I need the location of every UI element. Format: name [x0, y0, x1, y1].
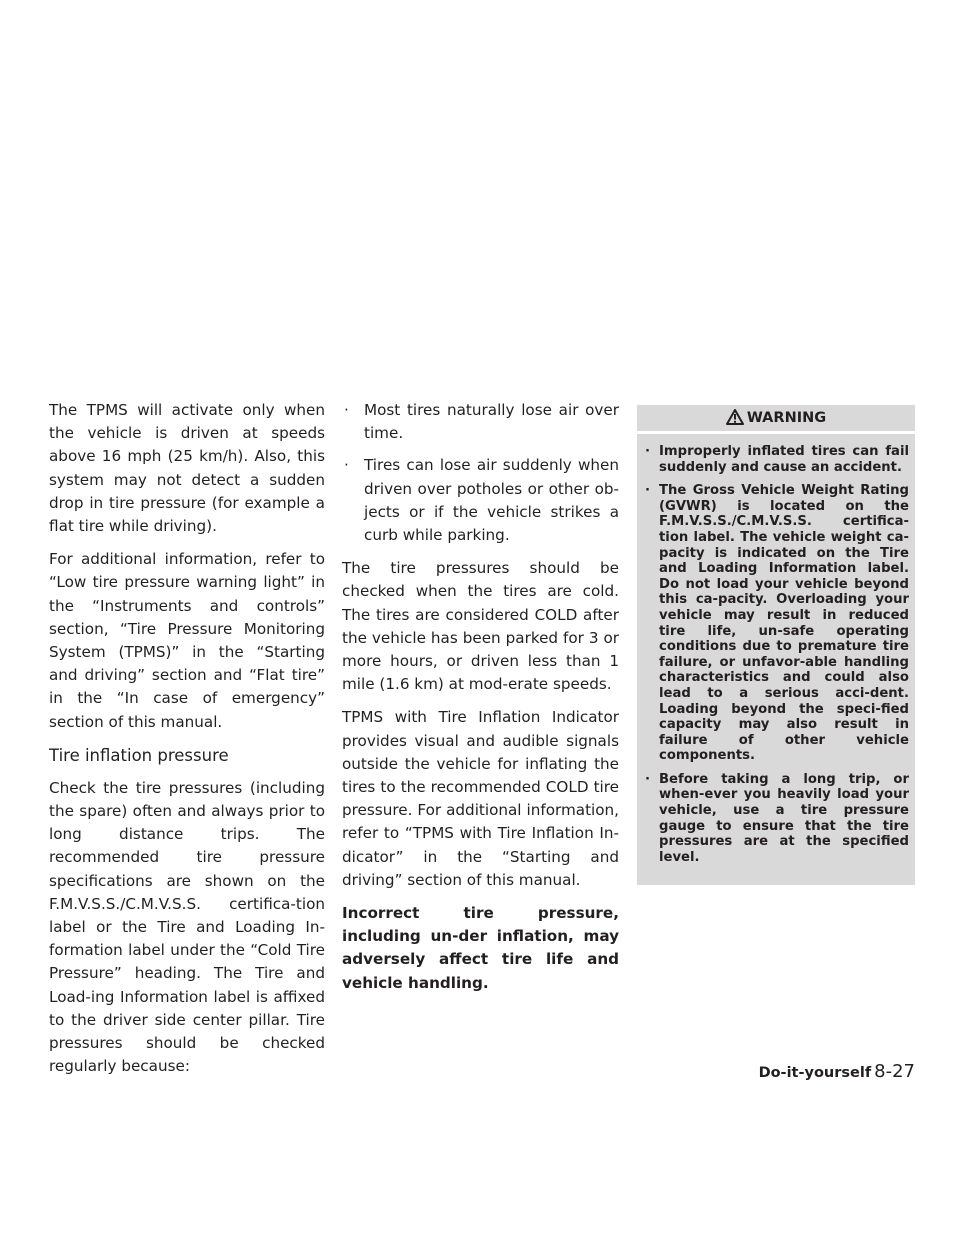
warning-box — [637, 405, 915, 885]
reasons-list — [342, 399, 619, 547]
bullet-glyph: · — [645, 483, 651, 499]
additional-info-paragraph: For additional information, refer to “Low tire pressure warning light” in the “Instruments and controls” section, “Tire Pressure Monitoring System (TPMS)” in the “Starting and driving” section and “Flat tire” in the “In case of emergency” section of this manual. — [49, 550, 325, 731]
warning-item — [645, 483, 909, 764]
list-item — [342, 399, 619, 445]
warning-item — [645, 444, 909, 475]
warning-item-text: Improperly inflated tires can fail suddenly and cause an accident. — [659, 444, 909, 475]
middle-column — [342, 399, 619, 1005]
cold-tires-paragraph: The tire pressures should be checked when the tires are cold. The tires are considered COLD after the vehicle has been parked for 3 or more hours, or driven less than 1 mile (1.6 km) at mod-erate speeds. — [342, 559, 619, 694]
inflation-indicator-paragraph: TPMS with Tire Inflation Indicator provides visual and audible signals outside the vehicle for inflating the tires to the recommended COLD tire pressure. For additional information, refer to “TPMS with Tire Inflation In-dicator” in the “Starting and driving” section of this manual. — [342, 708, 619, 889]
section-heading: Tire inflation pressure — [49, 745, 229, 765]
list-item-text: Tires can lose air suddenly when driven over potholes or other ob-jects or if the vehicle strikes a curb while parking. — [364, 456, 619, 545]
page-footer — [759, 1061, 915, 1082]
warning-list — [637, 434, 915, 885]
warning-item — [645, 772, 909, 866]
page-number: 8-27 — [874, 1061, 915, 1082]
list-item-text: Most tires naturally lose air over time. — [364, 401, 619, 443]
warning-title: WARNING — [746, 410, 827, 426]
warning-header — [637, 405, 915, 434]
warning-triangle-icon — [726, 409, 744, 425]
tpms-activation-paragraph: The TPMS will activate only when the vehicle is driven at speeds above 16 mph (25 km/h). Also, this system may not detect a sudden drop in tire pressure (for example a flat tire while driving). — [49, 401, 325, 536]
bullet-glyph: · — [344, 456, 349, 475]
bullet-glyph: · — [645, 444, 651, 459]
bullet-glyph: · — [645, 771, 651, 787]
left-column — [49, 399, 325, 1088]
list-item — [342, 454, 619, 547]
bullet-glyph: · — [344, 401, 349, 419]
warning-item-text: Before taking a long trip, or when-ever you heavily load your vehicle, use a tire pressure gauge to ensure that the tire pressures are at the specified level. — [659, 771, 909, 865]
warning-item-text: The Gross Vehicle Weight Rating (GVWR) is located on the F.M.V.S.S./C.M.V.S.S. certifica-tion label. The vehicle weight ca-pacity is indicated on the Tire and Loading Information label. Do not load your vehicle beyond this ca-pacity. Overloading your vehicle may result in reduced tire life, un-safe operating conditions due to premature tire failure, or unfavor-able handling characteristics and could also lead to a serious acci-dent. Loading beyond the speci-fied capacity may also result in failure of other vehicle components. — [659, 483, 909, 764]
incorrect-pressure-note: Incorrect tire pressure, including un-der inflation, may adversely affect tire life and vehicle handling. — [342, 904, 619, 992]
check-pressure-paragraph: Check the tire pressures (including the spare) often and always prior to long distance trips. The recommended tire pressure specifications are shown on the F.M.V.S.S./C.M.V.S.S. certifica-tion label or the Tire and Loading In-formation label under the “Cold Tire Pressure” heading. The Tire and Load-ing Information label is affixed to the driver side center pillar. Tire pressures should be checked regularly because: — [49, 778, 325, 1076]
footer-section-name: Do-it-yourself — [758, 1065, 872, 1081]
